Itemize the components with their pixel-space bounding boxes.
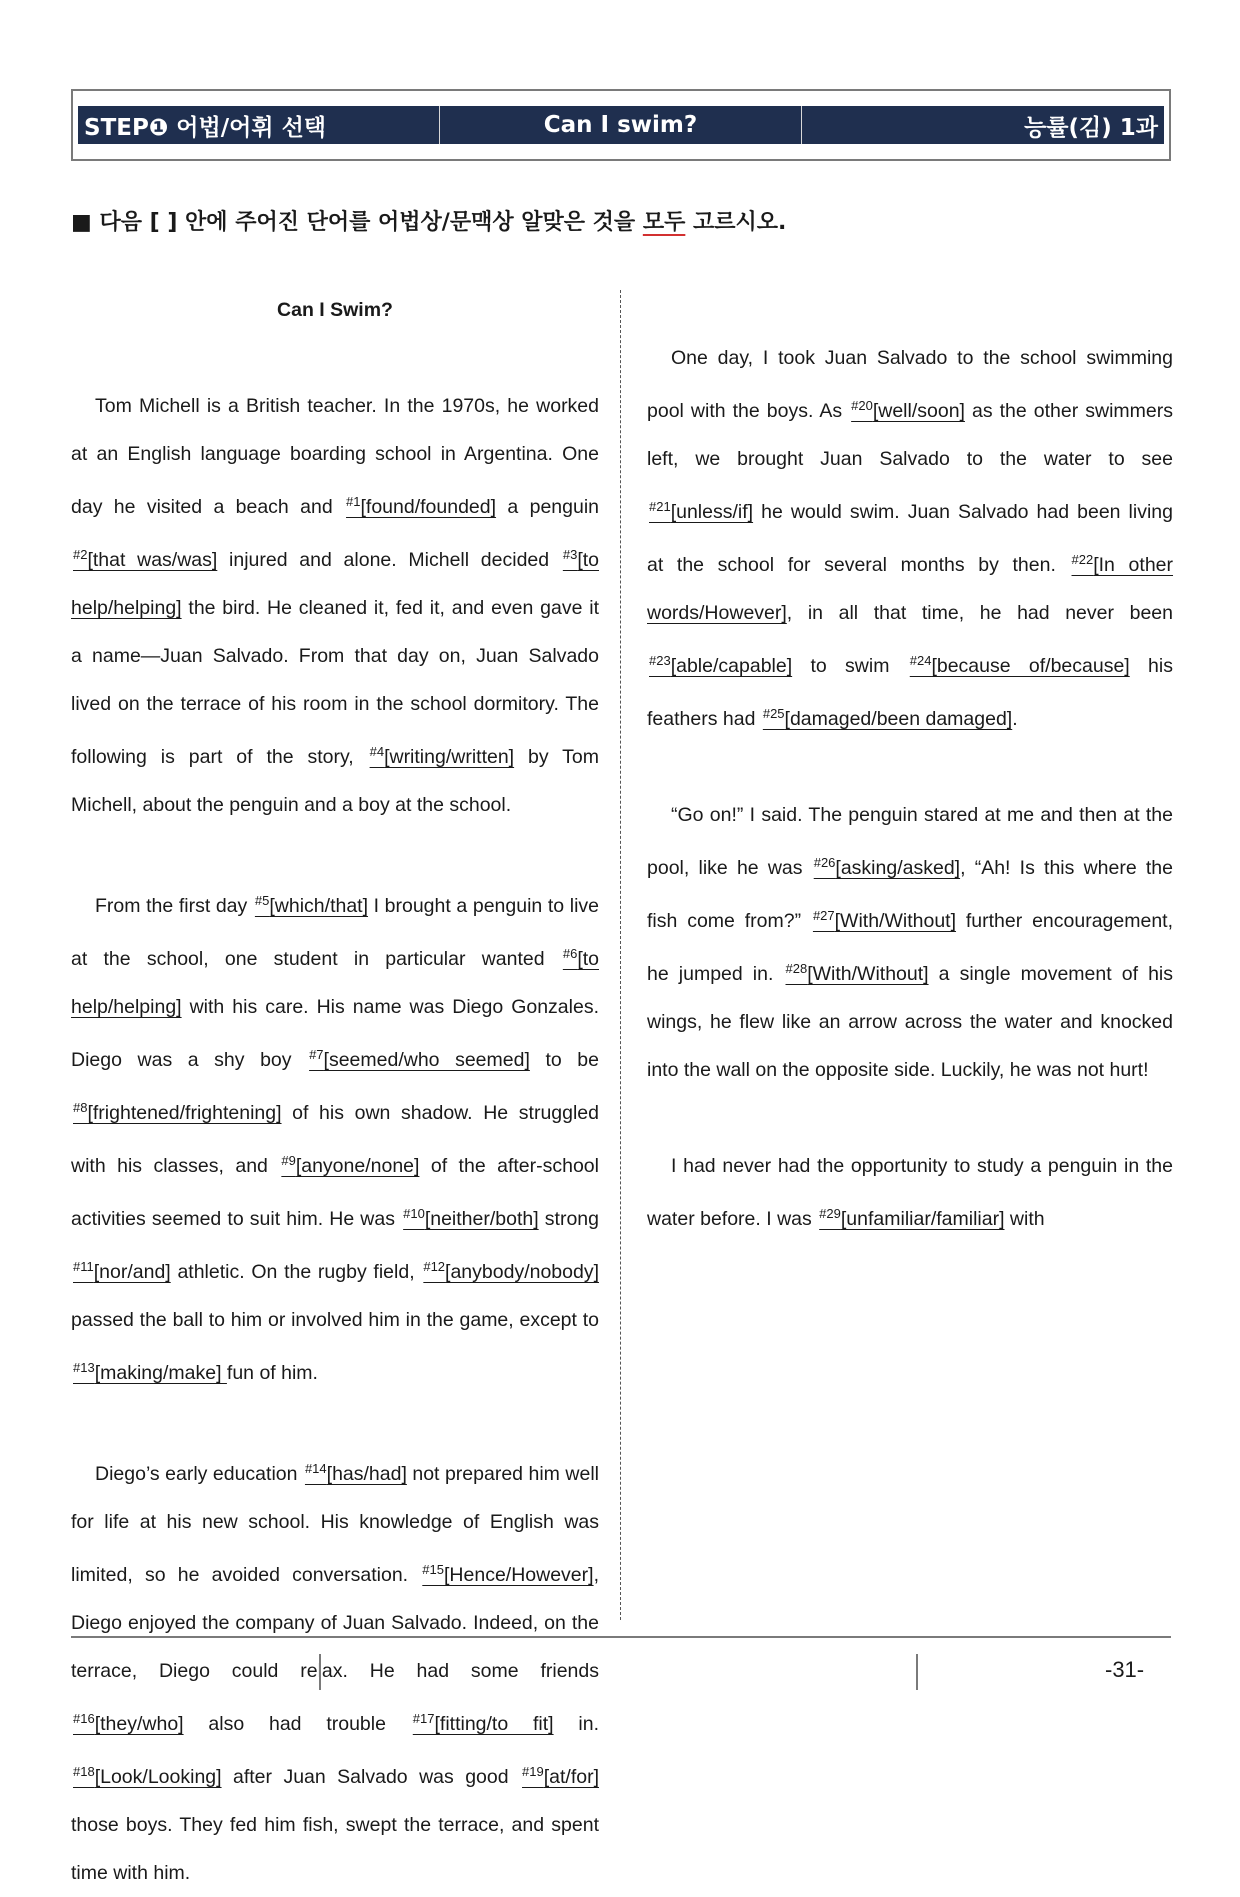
passage-right-column (647, 286, 1173, 1243)
instruction (71, 205, 786, 236)
blank-20: $^{\#20}$[well/soon] (851, 398, 965, 422)
passage-left-column (71, 286, 599, 1897)
passage-title: Can I Swim? (277, 299, 393, 321)
blank-3: $^{\#3}$[to help/helping] (71, 547, 599, 619)
blank-16: $^{\#16}$[they/who] (73, 1711, 184, 1735)
paragraph-2: From the first day $^{\#5}$[which/that] I brought a penguin to live at the school, one student in particular wanted $^{\#6}$[to help/helping] with his care. His name was Diego Gonzales. Diego was a shy boy $^{\#7}$[seemed/who seemed] to be $^{\#8}$[frightened/frightening] of his own shadow. He struggled with his classes, and $^{\#9}$[anyone/none] of the after-school activities seemed to suit him. He was $^{\#10}$[neither/both] strong $^{\#11}$[nor/and] athletic. On the rugby field, $^{\#12}$[anybody/nobody] passed the ball to him or involved him in the game, except to $^{\#13}$[making/make] fun of him. (71, 893, 599, 1384)
blank-8: $^{\#8}$[frightened/frightening] (73, 1100, 282, 1124)
paragraph-3: Diego’s early education $^{\#14}$[has/had] not prepared him well for life at his new school. His knowledge of English was limited, so he avoided conversation. $^{\#15}$[Hence/However], Diego enjoyed the company of Juan Salvado. Indeed, on the terrace, Diego could relax. He had some friends $^{\#16}$[they/who] also had trouble $^{\#17}$[fitting/to fit] in. $^{\#18}$[Look/Looking] after Juan Salvado was good $^{\#19}$[at/for] those boys. They fed him fish, swept the terrace, and spent time with him. (71, 1461, 599, 1884)
blank-21: $^{\#21}$[unless/if] (649, 499, 754, 523)
spacer (647, 286, 1173, 334)
lesson-title: Can I swim? (440, 106, 802, 144)
blank-25: $^{\#25}$[damaged/been damaged] (762, 706, 1013, 730)
blank-6: $^{\#6}$[to help/helping] (71, 946, 599, 1018)
blank-27: $^{\#27}$[With/Without] (812, 908, 957, 932)
page-number: -31- (1105, 1657, 1145, 1682)
blank-15: $^{\#15}$[Hence/However] (422, 1562, 594, 1586)
blank-12: $^{\#12}$[anybody/nobody] (423, 1259, 599, 1283)
blank-7: $^{\#7}$[seemed/who seemed] (309, 1047, 530, 1071)
paragraph-1: Tom Michell is a British teacher. In the 1970s, he worked at an English language boarding school in Argentina. One day he visited a beach and $^{\#1}$[found/founded] a penguin $^{\#2}$[that was/was] injured and alone. Michell decided $^{\#3}$[to help/helping] the bird. He cleaned it, fed it, and even gave it a name—Juan Salvado. From that day on, Juan Salvado lived on the terrace of his room in the school dormitory. The following is part of the story, $^{\#4}$[writing/written] by Tom Michell, about the penguin and a boy at the school. (71, 395, 599, 816)
paragraph-4: One day, I took Juan Salvado to the school swimming pool with the boys. As $^{\#20}$[well/soon] as the other swimmers left, we brought Juan Salvado to the water to see $^{\#21}$[unless/if] he would swim. Juan Salvado had been living at the school for several months by then. $^{\#22}$[In other words/However], in all that time, he had never been $^{\#23}$[able/capable] to swim $^{\#24}$[because of/because] his feathers had $^{\#25}$[damaged/been damaged]. (647, 347, 1174, 730)
footer-rule (71, 1636, 1171, 1638)
spacer (647, 1094, 1173, 1142)
blank-11: $^{\#11}$[nor/and] (73, 1259, 171, 1283)
blank-24: $^{\#24}$[because of/because] (909, 653, 1130, 677)
footer-tick (319, 1654, 321, 1690)
header-bar (78, 106, 1164, 144)
blank-28: $^{\#28}$[With/Without] (785, 961, 929, 985)
spacer (647, 743, 1173, 791)
blank-9: $^{\#9}$[anyone/none] (281, 1153, 420, 1177)
blank-1: $^{\#1}$[found/founded] (346, 494, 497, 518)
instruction-text-end: 고르시오. (685, 210, 787, 235)
blank-22: $^{\#22}$[In other words/However] (647, 552, 1174, 624)
blank-19: $^{\#19}$[at/for] (522, 1764, 599, 1788)
blank-18: $^{\#18}$[Look/Looking] (73, 1764, 222, 1788)
blank-29: $^{\#29}$[unfamiliar/familiar] (819, 1206, 1005, 1230)
spacer (71, 334, 599, 382)
instruction-emphasis: 모두 (642, 210, 686, 235)
blank-4: $^{\#4}$[writing/written] (369, 744, 515, 768)
textbook-source: 능률(김) 1과 (1024, 114, 1158, 141)
blank-13: $^{\#13}$[making/make] (73, 1360, 227, 1384)
blank-23: $^{\#23}$[able/capable] (649, 653, 793, 677)
instruction-text: ■ 다음 [ ] 안에 주어진 단어를 어법상/문맥상 알맞은 것을 (71, 210, 643, 235)
blank-26: $^{\#26}$[asking/asked] (813, 855, 961, 879)
blank-5: $^{\#5}$[which/that] (254, 893, 369, 917)
column-divider (620, 290, 621, 1620)
spacer (71, 1397, 599, 1445)
paragraph-5: “Go on!” I said. The penguin stared at me and then at the pool, like he was $^{\#26}$[asking/asked], “Ah! Is this where the fish come from?” $^{\#27}$[With/Without] further encouragement, he jumped in. $^{\#28}$[With/Without] a single movement of his wings, he flew like an arrow across the water and knocked into the wall on the opposite side. Luckily, he was not hurt! (647, 804, 1174, 1081)
spacer (71, 829, 599, 877)
step-label: STEP❶ 어법/어휘 선택 (78, 106, 440, 144)
blank-2: $^{\#2}$[that was/was] (73, 547, 218, 571)
blank-17: $^{\#17}$[fitting/to fit] (412, 1711, 554, 1735)
blank-10: $^{\#10}$[neither/both] (403, 1206, 539, 1230)
paragraph-6: I had never had the opportunity to study a penguin in the water before. I was $^{\#29}$[unfamiliar/familiar] with (647, 1155, 1173, 1230)
footer-tick (916, 1654, 918, 1690)
blank-14: $^{\#14}$[has/had] (304, 1461, 407, 1485)
